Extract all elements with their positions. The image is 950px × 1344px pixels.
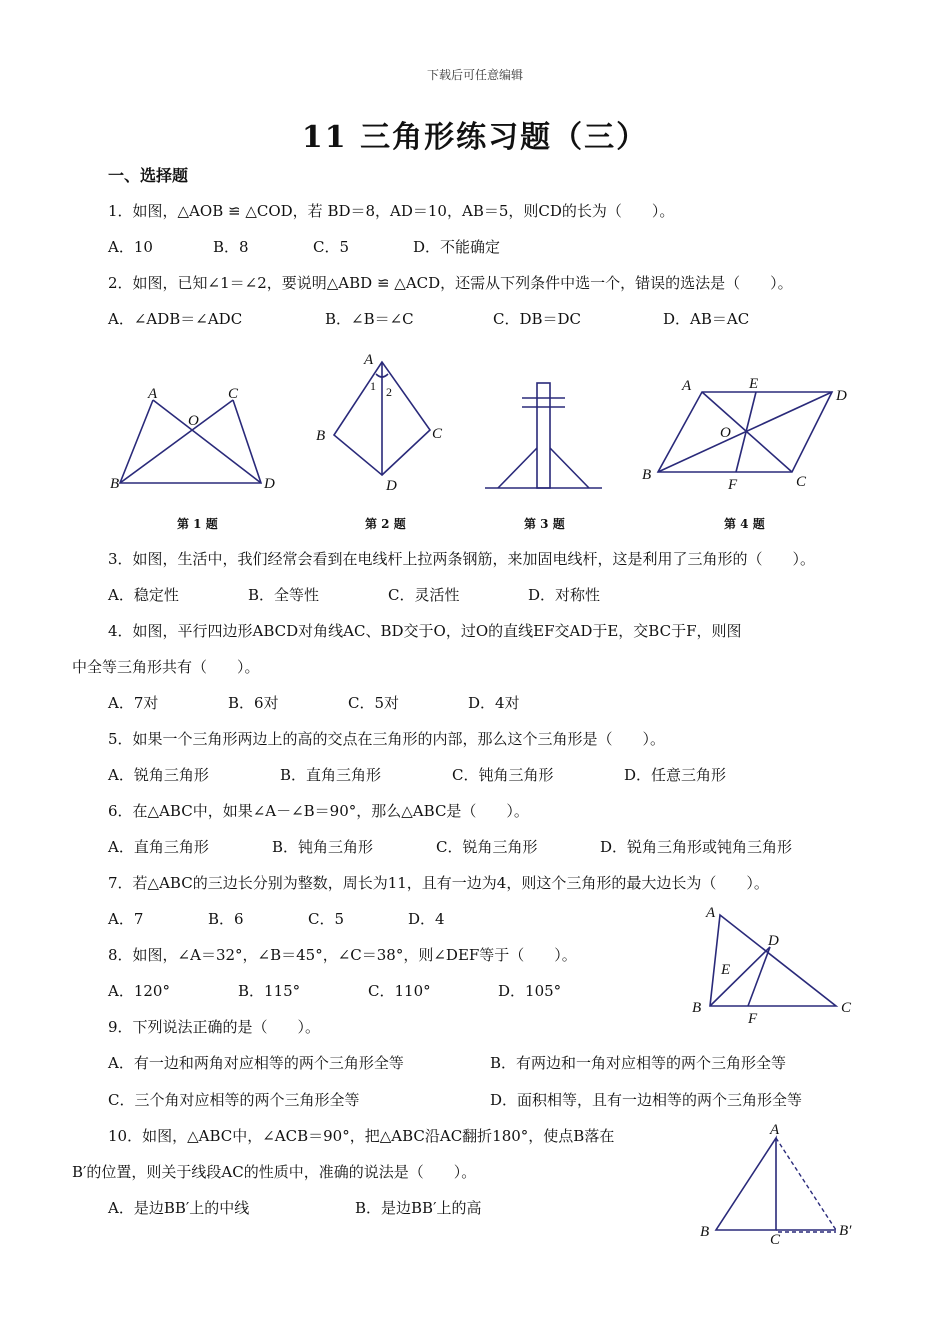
q9-option-b: B．有两边和一角对应相等的两个三角形全等 [490, 1054, 787, 1072]
fig10-label-bprime: B′ [839, 1223, 852, 1239]
q7-option-c: C．5 [308, 910, 345, 928]
page-header: 下载后可任意编辑 [426, 68, 523, 82]
q8-option-c: C．110° [368, 982, 431, 1000]
question-10-stem: 10．如图，△ABC中，∠ACB＝90°，把△ABC沿AC翻折180°，使点B落在 [108, 1127, 615, 1145]
q9-option-d: D．面积相等，且有一边相等的两个三角形全等 [490, 1091, 803, 1109]
fig2-label-b: B [316, 428, 326, 444]
fig2-label-2: 2 [386, 385, 392, 399]
fig2-label-a: A [364, 352, 374, 368]
q3-option-b: B．全等性 [248, 586, 320, 604]
q8-option-b: B．115° [238, 982, 301, 1000]
q7-option-b: B．6 [208, 910, 244, 928]
q3-option-d: D．对称性 [528, 586, 601, 604]
fig4-label-e: E [749, 376, 759, 392]
page-title: 11 三角形练习题（三） [301, 120, 649, 155]
q3-option-c: C．灵活性 [388, 586, 460, 604]
figure-1-caption: 第 1 题 [177, 517, 218, 531]
fig4-label-f: F [728, 477, 738, 493]
fig1-label-o: O [188, 413, 199, 429]
fig8-label-a: A [706, 905, 716, 921]
q2-option-c: C．DB＝DC [493, 310, 582, 328]
figure-8 [690, 900, 860, 1025]
q5-option-c: C．钝角三角形 [452, 766, 554, 784]
section-heading: 一、选择题 [108, 166, 189, 185]
question-4-stem: 4．如图，平行四边形ABCD对角线AC、BD交于O，过O的直线EF交AD于E，交BC于F，则图 [108, 622, 742, 640]
fig1-diagonal-ad [153, 400, 261, 483]
fig10-triangle-abc [716, 1138, 776, 1230]
fig8-label-c: C [841, 1000, 852, 1016]
fig1-label-a: A [148, 386, 158, 402]
question-5-stem: 5．如果一个三角形两边上的高的交点在三角形的内部，那么这个三角形是（ ）。 [108, 730, 666, 748]
fig4-label-o: O [720, 425, 731, 441]
q6-option-a: A．直角三角形 [108, 838, 209, 856]
question-7-stem: 7．若△ABC的三边长分别为整数，周长为11，且有一边为4，则这个三角形的最大边长为（ ）。 [108, 874, 769, 892]
question-6-stem: 6．在△ABC中，如果∠A－∠B＝90°，那么△ABC是（ ）。 [108, 802, 529, 820]
fig2-label-c: C [432, 426, 443, 442]
figure-1 [108, 380, 288, 500]
figure-10 [698, 1120, 863, 1248]
figure-3 [480, 378, 610, 493]
question-1-stem: 1．如图，△AOB ≌ △COD，若 BD＝8，AD＝10，AB＝5，则CD的长为（ ）。 [108, 202, 675, 220]
fig8-label-e: E [721, 962, 731, 978]
figure-3-caption: 第 3 题 [524, 517, 565, 531]
fig2-label-d: D [386, 478, 397, 494]
fig8-label-f: F [748, 1011, 758, 1027]
fig8-line-bd [710, 947, 770, 1006]
q9-option-a: A．有一边和两角对应相等的两个三角形全等 [108, 1054, 404, 1072]
fig10-label-a: A [770, 1122, 780, 1138]
question-9-stem: 9．下列说法正确的是（ ）。 [108, 1018, 321, 1036]
fig1-label-c: C [228, 386, 239, 402]
fig4-label-d: D [836, 388, 847, 404]
fig3-brace-left [498, 448, 537, 488]
q7-option-d: D．4 [408, 910, 445, 928]
q7-option-a: A．7 [108, 910, 144, 928]
fig8-label-d: D [768, 933, 779, 949]
fig10-label-b: B [700, 1224, 710, 1240]
q6-option-d: D．锐角三角形或钝角三角形 [600, 838, 793, 856]
fig2-label-1: 1 [370, 379, 376, 393]
fig1-label-d: D [264, 476, 275, 492]
q1-option-d: D．不能确定 [413, 238, 501, 256]
q5-option-d: D．任意三角形 [624, 766, 727, 784]
fig4-diagonal-bd [658, 392, 832, 472]
fig8-label-b: B [692, 1000, 702, 1016]
fig8-line-df [748, 947, 770, 1006]
fig8-triangle-abc [710, 915, 836, 1006]
fig4-diagonal-ac [702, 392, 792, 472]
q1-option-a: A．10 [108, 238, 153, 256]
q1-option-b: B．8 [213, 238, 249, 256]
q5-option-a: A．锐角三角形 [108, 766, 209, 784]
q8-option-a: A．120° [108, 982, 170, 1000]
q4-option-b: B．6对 [228, 694, 279, 712]
q8-option-d: D．105° [498, 982, 562, 1000]
fig10-label-c: C [770, 1232, 781, 1248]
figure-2 [310, 350, 450, 495]
figure-2-caption: 第 2 题 [365, 517, 406, 531]
fig4-line-ef [736, 392, 756, 472]
q10-option-a: A．是边BB′上的中线 [108, 1199, 250, 1217]
q6-option-b: B．钝角三角形 [272, 838, 374, 856]
question-10-stem-line2: B′的位置，则关于线段AC的性质中，准确的说法是（ ）。 [72, 1163, 477, 1181]
q4-option-a: A．7对 [108, 694, 159, 712]
q3-option-a: A．稳定性 [108, 586, 179, 604]
q5-option-b: B．直角三角形 [280, 766, 382, 784]
figure-4-caption: 第 4 题 [724, 517, 765, 531]
q1-option-c: C．5 [313, 238, 350, 256]
fig10-dashed-abprime [776, 1138, 836, 1230]
q4-option-c: C．5对 [348, 694, 400, 712]
q9-option-c: C．三个角对应相等的两个三角形全等 [108, 1091, 360, 1109]
q2-option-d: D．AB＝AC [663, 310, 750, 328]
question-8-stem: 8．如图，∠A＝32°，∠B＝45°，∠C＝38°，则∠DEF等于（ ）。 [108, 946, 577, 964]
question-4-stem-line2: 中全等三角形共有（ ）。 [72, 658, 260, 676]
fig4-label-a: A [682, 378, 692, 394]
q6-option-c: C．锐角三角形 [436, 838, 538, 856]
q2-option-b: B．∠B＝∠C [325, 310, 414, 328]
fig3-brace-right [550, 448, 589, 488]
fig1-label-b: B [110, 476, 120, 492]
question-2-stem: 2．如图，已知∠1＝∠2，要说明△ABD ≌ △ACD，还需从下列条件中选一个，错误的选法是（ ）。 [108, 274, 793, 292]
q4-option-d: D．4对 [468, 694, 520, 712]
figure-4 [640, 372, 860, 497]
fig4-label-b: B [642, 467, 652, 483]
q10-option-b: B．是边BB′上的高 [355, 1199, 482, 1217]
question-3-stem: 3．如图，生活中，我们经常会看到在电线杆上拉两条钢筋，来加固电线杆，这是利用了三角形的（ ）。 [108, 550, 816, 568]
fig4-label-c: C [796, 474, 807, 490]
q2-option-a: A．∠ADB＝∠ADC [108, 310, 243, 328]
